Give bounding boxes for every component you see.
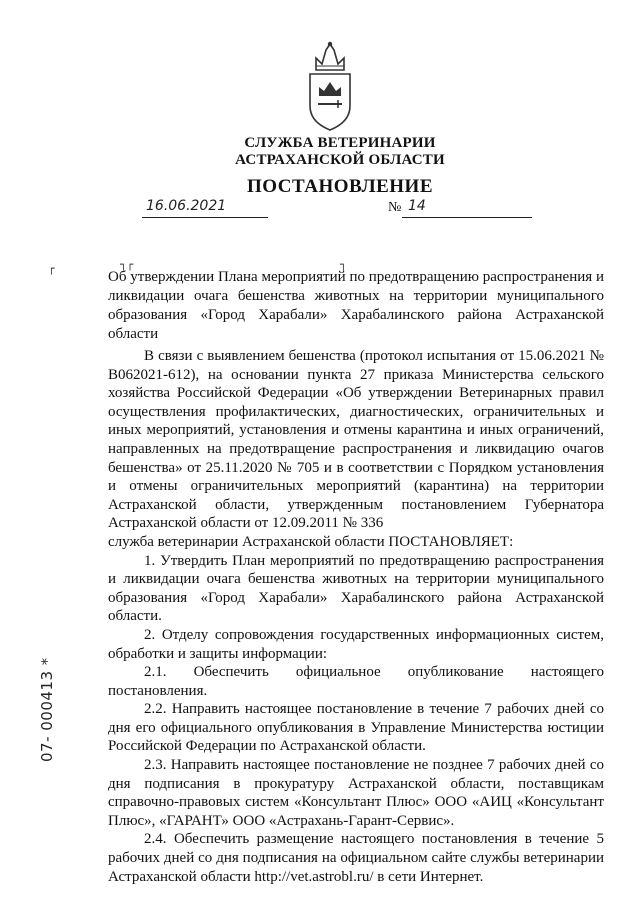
decree-line: служба ветеринарии Астраханской области ПОСТАНОВЛЯЕТ: (108, 533, 514, 550)
document-body (108, 347, 604, 886)
coat-of-arms-emblem (302, 40, 358, 132)
side-registration-stamp: 07- 000413 * (38, 657, 56, 762)
document-type-title: ПОСТАНОВЛЕНИЕ (246, 176, 434, 197)
preamble-paragraph: В связи с выявлением бешенства (протокол испытания от 15.06.2021 № В062021-612), на основании пункта 27 приказа Министерства сельского хозяйства Российской Федерации «Об утверждении Ветеринарных правил осуществления профилактических, диагностических, ограничительных и иных мероприятий, установления и отмены карантина и иных ограничений, направленных на предотвращение распространения и ликвидацию очагов бешенства» от 25.11.2020 № 705 и в соответствии с Порядком установления и отмены ограничительных мероприятий (карантина) на территории Астраханской области, утвержденным постановлением Губернатора Астраханской области от 12.09.2011 № 336 (108, 348, 604, 532)
item-2-2: 2.2. Направить настоящее постановление в течение 7 рабочих дней со дня его официального опубликования в Управление Министерства юстиции Российской Федерации по Астраханской области. (108, 701, 604, 755)
document-number-label: № (388, 200, 402, 215)
item-2-4: 2.4. Обеспечить размещение настоящего постановления в течение 5 рабочих дней со дня подписания на официальном сайте службы ветеринарии Астраханской области http://vet.astrobl.ru/ в сети Интернет. (108, 831, 604, 885)
corner-mark-subject-right: ┐ (340, 258, 347, 271)
item-2-3: 2.3. Направить настоящее постановление не позднее 7 рабочих дней со дня подписания в прокуратуру Астраханской области, поставщикам справочно-правовых систем «Консультант Плюс» ООО «АИЦ «Консультант Плюс», «ГАРАНТ» ООО «Астрахань-Гарант-Сервис». (108, 757, 604, 829)
document-number: 14 (402, 198, 532, 218)
document-date: 16.06.2021 (142, 198, 268, 218)
document-subject: Об утверждении Плана мероприятий по предотвращению распространения и ликвидации очага бешенства животных на территории муниципального образования «Город Харабали» Харабалинского района Астраханской области (108, 269, 604, 342)
corner-mark-left: ┌ (48, 262, 55, 275)
item-2: 2. Отделу сопровождения государственных информационных систем, обработки и защиты информации: (108, 626, 604, 662)
org-name-line1: СЛУЖБА ВЕТЕРИНАРИИ (244, 135, 436, 151)
corner-mark-subject-left: ┐┌ (120, 258, 134, 271)
org-name-line2: АСТРАХАНСКОЙ ОБЛАСТИ (235, 152, 445, 168)
item-1: 1. Утвердить План мероприятий по предотвращению распространения и ликвидации очага бешенства животных на территории муниципального образования «Город Харабали» Харабалинского района Астраханской области. (108, 552, 604, 625)
item-2-1: 2.1. Обеспечить официальное опубликование настоящего постановления. (108, 664, 604, 699)
